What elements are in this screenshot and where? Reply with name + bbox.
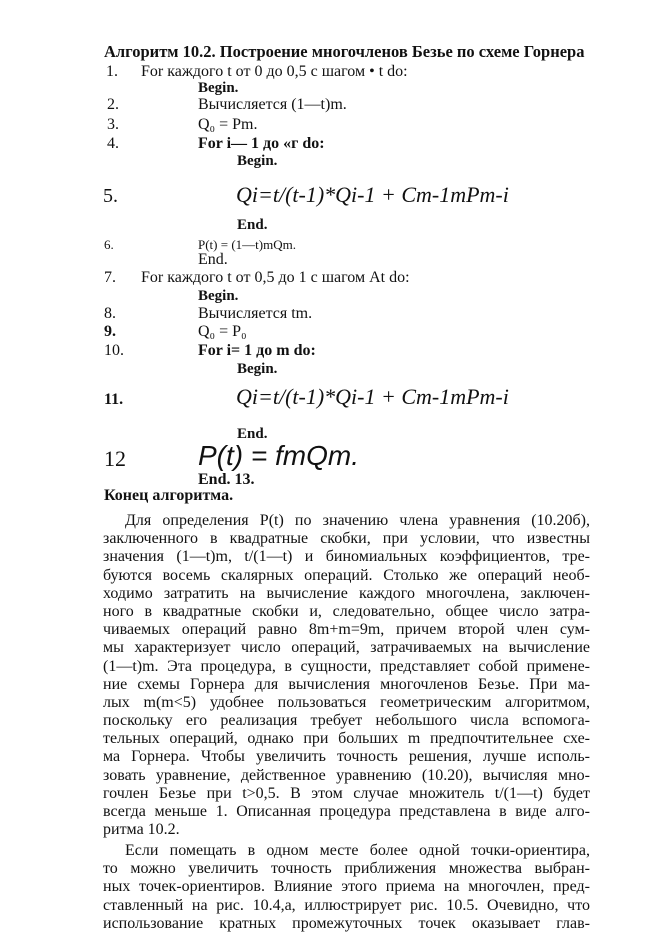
algorithm-end: Конец алгоритма. (104, 487, 234, 504)
step-number: 11. (104, 391, 124, 408)
step-7-text: For каждого t от 0,5 до 1 с шагом At do: (141, 269, 410, 286)
paragraph-line: ходимо затратить на вычисление каждого многочлена, заключен- (103, 584, 590, 602)
paragraph-line: всегда меньше 1. Описанная процедура представлена в виде алго- (103, 803, 590, 820)
begin-keyword: Begin. (198, 288, 239, 304)
step-6-text: P(t) = (1—t)mQm. (198, 237, 296, 252)
step-13-text: End. 13. (198, 471, 255, 488)
paragraph-line: тельных операций, однако при больших m предпочтительнее схе- (103, 730, 590, 748)
step-number: 3. (107, 116, 119, 133)
paragraph-line: зовать уравнение, действенное уравнению (10.20), вычисляя мно- (103, 766, 590, 784)
step-number: 5. (103, 185, 118, 207)
paragraph-line: мы характеризует число операций, затрачиваемых на вычисление (103, 639, 590, 657)
paragraph-line: поскольку его реализация требует небольшого числа вспомога- (103, 712, 590, 730)
body-paragraph (103, 512, 590, 839)
step-number: 2. (107, 96, 119, 113)
paragraph-line: ставленный на рис. 10.4,а, иллюстрирует рис. 10.5. Очевидно, что (103, 896, 590, 914)
paragraph-line: Если помещать в одном месте более одной точки-ориентира, (125, 842, 590, 859)
step-number: 9. (104, 323, 116, 340)
step-9-text: Q₀ = P₀ (198, 323, 247, 340)
step-number: 6. (104, 237, 114, 252)
begin-keyword: Begin. (237, 361, 278, 377)
step-number: 12 (104, 446, 126, 471)
step-4-text: For i— 1 до «г do: (198, 135, 325, 152)
paragraph-line: чиваемых операций равно 8m+m=9m, причем второй член сум- (103, 621, 590, 639)
algorithm-title: Алгоритм 10.2. Построение многочленов Безье по схеме Горнера (104, 42, 585, 61)
step-8-text: Вычисляется tm. (198, 305, 313, 322)
paragraph-line: буются восемь скалярных операций. Столько же операций необ- (103, 566, 590, 584)
step-2-text: Вычисляется (1—t)m. (198, 96, 347, 113)
paragraph-line: заключенного в квадратные скобки, при условии, что известны (103, 530, 590, 548)
begin-keyword: Begin. (198, 80, 239, 96)
step-number: 10. (104, 342, 124, 359)
step-number: 1. (106, 63, 118, 80)
paragraph-line: ма Горнера. Чтобы увеличить точность решения, лучше исполь- (103, 748, 590, 766)
paragraph-line: Для определения P(t) по значению члена уравнения (10.20б), (125, 512, 590, 529)
paragraph-line: гочлен Безье при t>0,5. В этом случае множитель t/(1—t) будет (103, 784, 590, 802)
paragraph-line: использование кратных промежуточных точек оказывает глав- (103, 914, 590, 932)
step-number: 7. (104, 269, 116, 286)
begin-keyword: Begin. (237, 153, 278, 169)
paragraph-line: ного в квадратные скобки и, следовательно, общее число затра- (103, 602, 590, 620)
paragraph-line: лых m(m<5) удобнее пользоваться геометрическим алгоритмом, (103, 693, 590, 711)
paragraph-line: (1—t)m. Эта процедура, в сущности, представляет собой примене- (103, 657, 590, 675)
paragraph-line: значения (1—t)m, t/(1—t) и биномиальных коэффициентов, тре- (103, 548, 590, 566)
step-number: 8. (104, 305, 116, 322)
step-10-text: For i= 1 до m do: (198, 342, 316, 359)
step-1-text: For каждого t от 0 до 0,5 с шагом • t do: (141, 63, 408, 80)
step-number: 4. (107, 135, 119, 152)
end-keyword: End. (237, 426, 268, 442)
paragraph-line: ние схемы Горнера для вычисления многочленов Безье. При ма- (103, 675, 590, 693)
paragraph-line: ритма 10.2. (103, 821, 180, 839)
step-11-formula: Qi=t/(t-1)*Qi-1 + Cm-1mPm-i (236, 384, 509, 409)
body-paragraph (103, 842, 590, 933)
end-keyword: End. (237, 217, 268, 233)
step-12-formula: P(t) = fmQm. (198, 440, 359, 471)
step-5-formula: Qi=t/(t-1)*Qi-1 + Cm-1mPm-i (236, 182, 509, 207)
paragraph-line: ных точек-ориентиров. Влияние этого приема на многочлен, пред- (103, 878, 590, 896)
step-3-text: Q₀ = Pm. (198, 116, 258, 133)
paragraph-line: то можно увеличить точность приближения множества выбран- (103, 860, 590, 878)
end-keyword: End. (198, 251, 228, 268)
